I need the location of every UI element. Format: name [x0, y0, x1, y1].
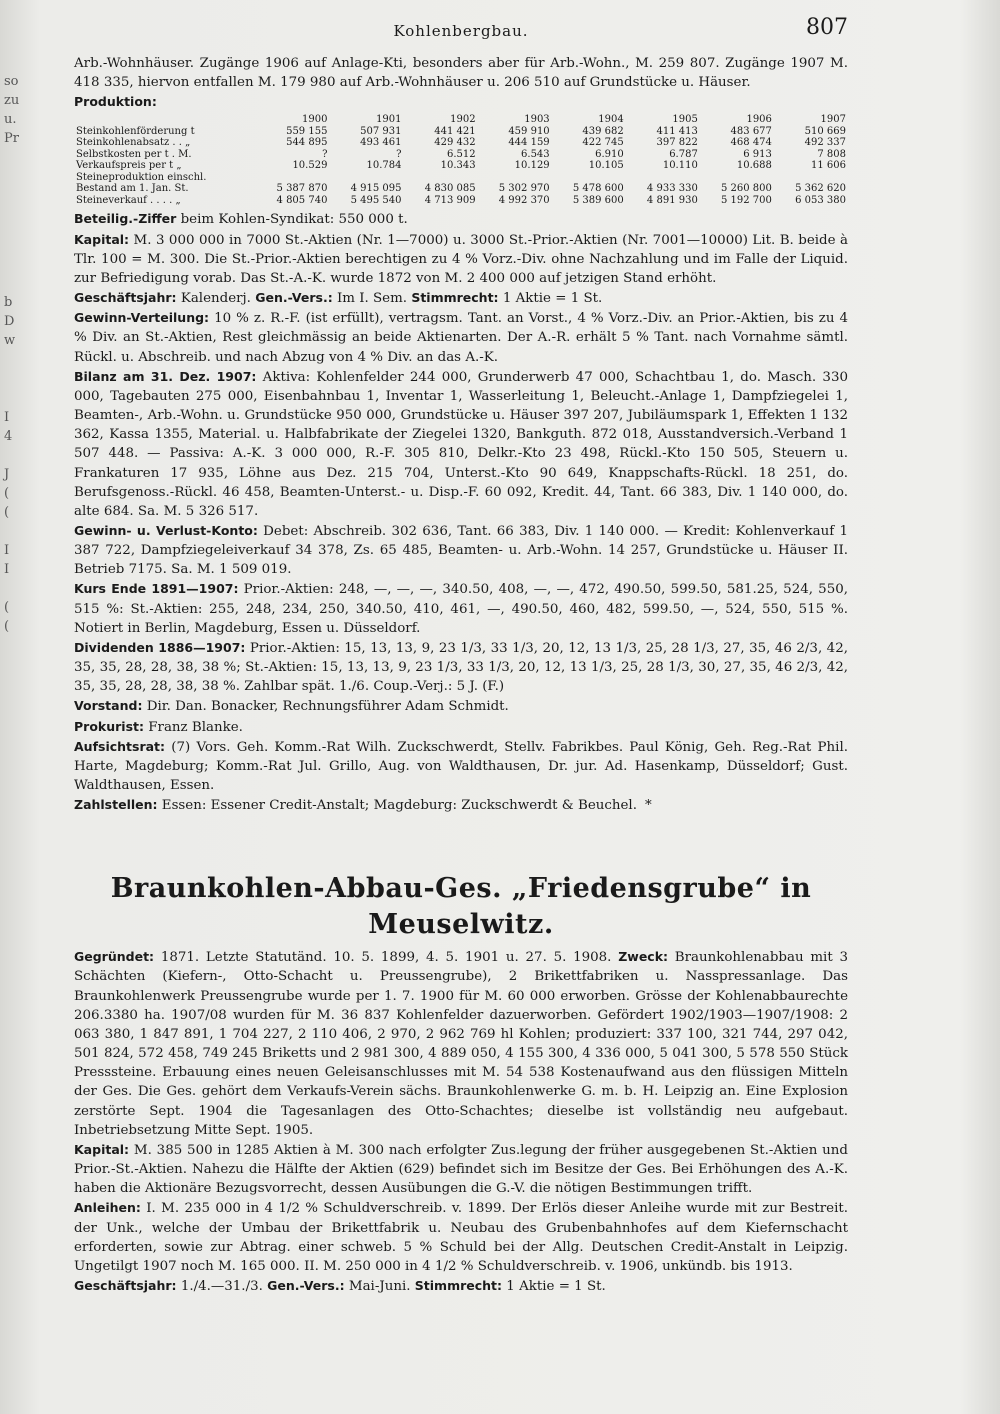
table-header-year: 1900 [301, 114, 328, 126]
cell [255, 172, 329, 184]
entry-key: Vorstand: [74, 698, 143, 714]
margin-mark: ( [4, 600, 10, 615]
cell: 6 913 [743, 148, 772, 160]
vorstand-paragraph [74, 696, 848, 716]
page-header [74, 15, 848, 54]
row-label: Verkaufspreis per t „ [76, 160, 182, 172]
star-mark: * [644, 798, 652, 814]
bilanz-paragraph [74, 367, 848, 521]
entry-text: 1871. Letzte Statutänd. 10. 5. 1899, 4. 5. 1901 u. 27. 5. 1908. [154, 950, 619, 966]
entry-text: 1 Aktie = 1 St. [502, 1278, 606, 1294]
intro-paragraph: Arb.-Wohnhäuser. Zugänge 1906 auf Anlage-Kti, besonders aber für Arb.-Wohn., M. 259 807. Zugänge 1907 M. 418 335, hiervon entfallen M. 179 980 auf Arb.-Wohnhäuser u. 206 510 auf Grundstücke u. Häuser. [74, 56, 848, 91]
cell: 4 830 085 [424, 183, 476, 195]
table-header-year: 1906 [746, 114, 772, 126]
table-row [74, 172, 848, 184]
entry-key: Prokurist: [74, 718, 144, 734]
company-title: Braunkohlen-Abbau-Ges. „Friedensgrube“ in Meuselwitz. [110, 873, 812, 941]
gegruendet-paragraph [74, 947, 848, 1140]
cell: 483 677 [730, 125, 772, 137]
cell: 4 992 370 [498, 194, 550, 206]
cell: 10.343 [440, 160, 476, 172]
cell: 6 053 380 [795, 194, 846, 206]
table-header-year: 1902 [450, 114, 476, 126]
margin-mark: Pr [4, 131, 19, 146]
table-header-year: 1903 [524, 114, 550, 126]
entry-text: Prior.-Aktien: 248, —, —, —, 340.50, 408, —, —, 472, 490.50, 599.50, 581.25, 524, 550, 515 %: St.-Aktien: 255, 248, 234, 250, 340.50, 410, 461, —, 490.50, 460, 482, 599.50, —, 524, 550, 515 %. Notiert in Berlin, Magdeburg, Essen u. Düsseldorf. [74, 582, 848, 636]
cell: 411 413 [656, 125, 698, 137]
table-header-year: 1907 [820, 114, 846, 126]
entry-key: Kapital: [74, 231, 130, 247]
cell: 5 389 600 [572, 194, 624, 206]
entry-text: Prior.-Aktien: 15, 13, 13, 9, 23 1/3, 33 1/3, 20, 12, 13 1/3, 25, 28 1/3, 27, 35, 46 2/3, 42, 35, 35, 28, 28, 38, 38 %; St.-Aktien: 15, 13, 13, 9, 23 1/3, 33 1/3, 20, 12, 13 1/3, 25, 28 1/3, 30, 27, 35, 46 2/3, 42, 35, 35, 28, 28, 38, 38 %. Zahlbar spät. 1./6. Coup.-Verj.: 5 J. (F.) [74, 640, 848, 695]
entry-text: M. 385 500 in 1285 Aktien à M. 300 nach erfolgter Zus.legung der früher ausgegebenen St.-Aktien und Prior.-St.-Aktien. Nahezu die Hälfte der Aktien (629) befindet sich im Besitze der Ges. Bei Erhöhungen des A.-K. haben die Aktionäre Bezugsvorrecht, dessen Ausübungen die G.-V. die nötigen Bestimmungen trifft. [74, 1142, 848, 1197]
entry-text: I. M. 235 000 in 4 1/2 % Schuldverschreib. v. 1899. Der Erlös dieser Anleihe wurde mit zur Bestreit. der Unk., welche der Umbau der Brikettfabrik u. Neubau des Grubenbahnhofes auf dem Kiefernschacht erforderten, sowie zur Abtrag. einer schweb. 5 % Schuld bei der Allg. Deutschen Credit-Anstalt in Leipzig. Ungetilgt 1907 noch M. 165 000. II. M. 250 000 in 4 1/2 % Schuldverschreib. v. 1906, unkündb. bis 1913. [74, 1201, 848, 1274]
row-label: Bestand am 1. Jan. St. [76, 183, 189, 195]
entry-key: Gen.-Vers.: [267, 1277, 345, 1293]
cell: 468 474 [730, 137, 772, 149]
cell [329, 172, 403, 184]
cell: 439 682 [582, 125, 624, 137]
cell: 10.105 [588, 160, 624, 172]
anleihen-paragraph [74, 1198, 848, 1276]
aufsichtsrat-paragraph [74, 737, 848, 795]
entry-text: 10 % z. R.-F. (ist erfüllt), vertragsm. Tant. an Vorst., 4 % Vorz.-Div. an Prior.-Aktien, bis zu 4 % Div. an St.-Aktien, Rest gleichmässig an beide Aktienarten. Der A.-R. erhält 5 % Tant. nach Vornahme sämtl. Rückl. u. Abschreib. und nach Abzug von 4 % Div. an das A.-K. [74, 311, 848, 365]
cell: ? [322, 148, 328, 160]
cell [552, 172, 626, 184]
gewinn-verteilung-paragraph [74, 308, 848, 366]
entry-text: 1 Aktie = 1 St. [498, 291, 603, 307]
production-table [74, 114, 848, 206]
cell: 6.543 [521, 148, 550, 160]
cell: 5 302 970 [498, 183, 550, 195]
cell: 6.910 [595, 148, 624, 160]
row-label: Steinkohlenabsatz . . „ [76, 137, 191, 149]
cell: 544 895 [286, 137, 328, 149]
table-header-year: 1904 [598, 114, 624, 126]
table-row [74, 149, 848, 161]
cell: 10.688 [736, 160, 772, 172]
geschaeftsjahr-paragraph [74, 288, 848, 308]
cell: 5 495 540 [350, 194, 402, 206]
cell: 441 421 [434, 125, 476, 137]
margin-mark: D [4, 314, 15, 329]
entry-key: Geschäftsjahr: [74, 1277, 177, 1293]
row-label: Steinkohlenförderung t [76, 125, 195, 137]
margin-mark: ( [4, 619, 10, 634]
margin-mark: ( [4, 486, 10, 501]
entry-text: Aktiva: Kohlenfelder 244 000, Grunderwerb 47 000, Schachtbau 1, do. Masch. 330 000, Tagebauten 275 000, Eisenbahnbau 1, Inventar 1, Wasserleitung 1, Beleucht.-Anlage 1, Dampfziegelei 1, Beamten-, Arb.-Wohn. u. Grundstücke 950 000, Grundstücke u. Häuser 397 207, Jubiläumspark 1, Effekten 1 132 362, Kassa 1355, Material. u. Halbfabrikate der Ziegelei 1320, Bankguth. 872 018, Ausstandversich.-Verband 1 507 448. — Passiva: A.-K. 3 000 000, R.-F. 305 810, Delkr.-Kto 23 498, Rückl.-Kto 150 505, Steuern u. Frankaturen 17 935, Löhne aus Dez. 215 704, Unterst.-Kto 90 649, Knappschafts-Rückl. 18 251, do. Berufsgenoss.-Rückl. 46 458, Beamten-Unterst.- u. Disp.-F. 60 092, Kredit. 44, Tant. 66 383, Div. 1 140 000, do. alte 684. Sa. M. 5 326 517. [74, 369, 848, 519]
cell: 4 891 930 [646, 194, 698, 206]
entry-text: M. 3 000 000 in 7000 St.-Aktien (Nr. 1—7000) u. 3000 St.-Prior.-Aktien (Nr. 7001—10000) Lit. B. beide à Tlr. 100 = M. 300. Die St.-Prior.-Aktien berechtigen zu 4 % Vorz.-Div. ohne Nachzahlung und im Falle der Liquid. zur Befriedigung vorab. Das St.-A.-K. wurde 1872 von M. 2 400 000 auf jetzigen Stand erhöht. [74, 232, 848, 286]
cell: 4 915 095 [350, 183, 402, 195]
margin-mark: I [4, 410, 10, 425]
margin-mark: ( [4, 505, 10, 520]
entry-text: Braunkohlenabbau mit 3 Schächten (Kiefern-, Otto-Schacht u. Preussengrube), 2 Brikettfabriken u. Nasspressanlage. Das Braunkohlenwerk Preussengrube wurde per 1. 7. 1900 für M. 60 000 erworben. Grösse der Kohlenabbaurechte 206.3380 ha. 1907/08 wurden für M. 36 837 Kohlenfelder dazuerworben. Gefördert 1902/1903—1907/1908: 2 063 380, 1 847 891, 1 704 227, 2 110 406, 2 970, 2 962 769 hl Kohlen; produziert: 337 100, 321 744, 297 042, 501 824, 572 458, 749 245 Briketts und 2 981 300, 4 889 050, 4 155 300, 4 336 000, 5 041 300, 5 578 550 Stück Presssteine. Erbauung eines neuen Geleisanschlusses mit M. 54 538 Kostenaufwand aus den flüssigen Mitteln der Ges. Die Ges. gehört dem Verkaufs-Verein sächs. Braunkohlenwerke G. m. b. H. Leipzig an. Eine Explosion zerstörte Sept. 1904 die Tagesanlagen des Otto-Schachtes; dieselbe ist vollständig neu aufgebaut. Inbetriebsetzung Mitte Sept. 1905. [74, 950, 848, 1138]
beteilig-paragraph [74, 209, 848, 229]
entry-key: Anleihen: [74, 1200, 141, 1216]
cell: 444 159 [508, 137, 550, 149]
entry-text: (7) Vors. Geh. Komm.-Rat Wilh. Zuckschwerdt, Stellv. Fabrikbes. Paul König, Geh. Reg.-Rat Phil. Harte, Magdeburg; Komm.-Rat Jul. Grillo, Aug. von Waldthausen, Dr. jur. Ad. Hasenkamp, Düsseldorf; Gust. Waldthausen, Essen. [74, 739, 848, 793]
row-label: Steineproduktion einschl. [76, 171, 207, 183]
page-content [74, 15, 849, 1296]
cell: 6.512 [446, 148, 476, 160]
row-label: Steineverkauf . . . . „ [76, 194, 181, 206]
cell: 10.129 [514, 160, 550, 172]
cell: 492 337 [804, 137, 846, 149]
entry-text: Dir. Dan. Bonacker, Rechnungsführer Adam Schmidt. [142, 699, 509, 715]
entry-text: Debet: Abschreib. 302 636, Tant. 66 383, Div. 1 140 000. — Kredit: Kohlenverkauf 1 387 722, Dampfziegeleiverkauf 34 378, Zs. 65 485, Beamten- u. Arb.-Wohn. 14 257, Grundstücke u. Häuser II. Betrieb 7175. Sa. M. 1 509 019. [74, 523, 849, 578]
cell: 459 910 [508, 125, 550, 137]
table-header-year: 1905 [672, 114, 698, 126]
entry-key: Stimmrecht: [414, 1277, 503, 1293]
entry-key: Gewinn-Verteilung: [74, 310, 210, 326]
cell: 4 805 740 [276, 194, 328, 206]
cell: 5 260 800 [721, 183, 772, 195]
entry-key: Gen.-Vers.: [255, 290, 333, 306]
cell: 5 387 870 [276, 183, 328, 195]
running-title: Kohlenbergbau. [393, 22, 529, 40]
entry-key: Kurs Ende 1891—1907: [74, 581, 239, 597]
produktion-label: Produktion: [74, 94, 157, 110]
dividenden-paragraph [74, 638, 848, 696]
entry-key: Bilanz am 31. Dez. 1907: [74, 368, 257, 384]
cell: 5 478 600 [572, 183, 624, 195]
entry-text: Kalenderj. [176, 291, 256, 307]
entry-key: Geschäftsjahr: [74, 290, 177, 306]
cell [404, 172, 478, 184]
margin-mark: so [4, 74, 19, 89]
margin-mark: I [4, 562, 10, 577]
cell [774, 172, 848, 184]
cell: 422 745 [582, 137, 624, 149]
entry-text: Im I. Sem. [332, 291, 412, 307]
entry-key: Stimmrecht: [411, 290, 499, 306]
table-header-label [74, 114, 255, 126]
cell: 4 713 909 [424, 194, 476, 206]
cell: ? [396, 148, 402, 160]
cell: 559 155 [286, 125, 328, 137]
table-row [74, 160, 848, 172]
cell: 5 362 620 [795, 183, 846, 195]
kapital-paragraph [74, 230, 848, 288]
margin-mark: 4 [4, 429, 13, 444]
prokurist-paragraph [74, 717, 848, 737]
table-header-year: 1901 [376, 114, 402, 126]
entry-text: Franz Blanke. [144, 719, 243, 735]
cell: 397 822 [656, 137, 698, 149]
margin-mark: J [4, 467, 10, 482]
cell: 4 933 330 [646, 183, 698, 195]
geschaeftsjahr2-paragraph [74, 1276, 848, 1296]
margin-mark: w [4, 333, 16, 348]
table-row [74, 195, 848, 207]
gewinn-verlust-paragraph [74, 521, 848, 579]
cell: 5 192 700 [721, 194, 772, 206]
entry-key: Gegründet: [74, 949, 155, 965]
kapital2-paragraph [74, 1140, 848, 1198]
entry-key: Beteilig.-Ziffer [74, 211, 177, 227]
table-row [74, 137, 848, 149]
margin-mark: b [4, 295, 13, 310]
entry-text: Mai-Juni. [344, 1278, 415, 1294]
cell: 429 432 [434, 137, 476, 149]
entry-key: Zweck: [618, 949, 669, 965]
cell: 493 461 [360, 137, 402, 149]
entry-text: Essen: Essener Credit-Anstalt; Magdeburg: Zuckschwerdt & Beuchel. [157, 798, 637, 814]
kurs-paragraph [74, 579, 848, 637]
table-row [74, 126, 848, 138]
entry-text: beim Kohlen-Syndikat: 550 000 t. [176, 212, 408, 228]
entry-key: Dividenden 1886—1907: [74, 639, 246, 655]
cell: 10.784 [366, 160, 402, 172]
cell: 11 606 [811, 160, 846, 172]
production-table-header [74, 114, 848, 126]
entry-key: Aufsichtsrat: [74, 738, 166, 754]
cell: 10.529 [292, 160, 328, 172]
cell: 507 931 [360, 125, 402, 137]
table-row [74, 183, 848, 195]
cell: 7 808 [817, 148, 846, 160]
cell [626, 172, 700, 184]
entry-key: Kapital: [74, 1141, 130, 1157]
cell [700, 172, 774, 184]
cell: 6.787 [669, 148, 698, 160]
cell: 10.110 [662, 160, 698, 172]
margin-mark: u. [4, 112, 17, 127]
margin-mark: I [4, 543, 10, 558]
entry-key: Zahlstellen: [74, 797, 158, 813]
entry-key: Gewinn- u. Verlust-Konto: [74, 522, 258, 538]
cell [478, 172, 552, 184]
entry-text: 1./4.—31./3. [176, 1278, 268, 1294]
page-number: 807 [806, 15, 848, 40]
zahlstellen-paragraph [74, 795, 848, 815]
left-margin-marks [0, 60, 36, 1400]
cell: 510 669 [804, 125, 846, 137]
margin-mark: zu [4, 93, 20, 108]
row-label: Selbstkosten per t . M. [76, 148, 192, 160]
